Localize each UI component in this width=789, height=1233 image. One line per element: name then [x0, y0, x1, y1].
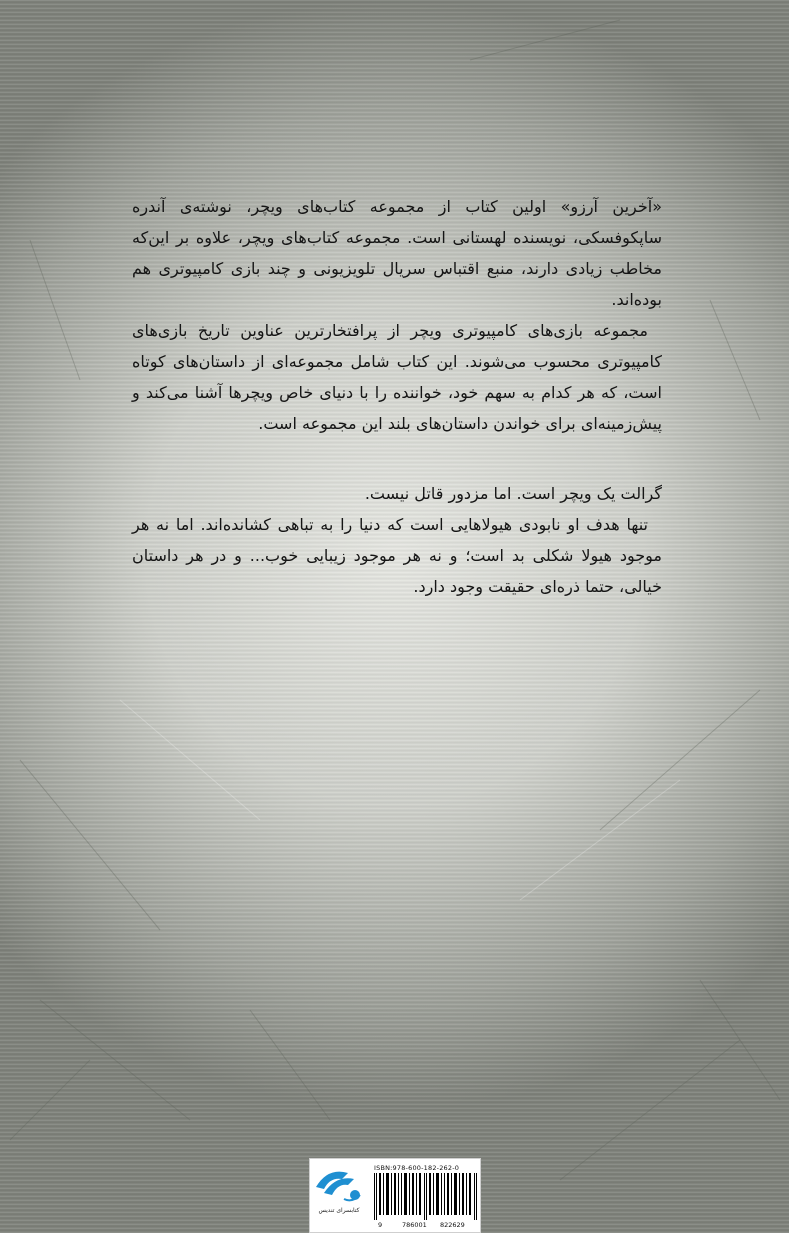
publisher-logo-icon — [314, 1165, 364, 1205]
blurb-paragraph-3: گرالت یک ویچر است. اما مزدور قاتل نیست. — [364, 484, 662, 503]
barcode-sticker — [309, 1158, 481, 1233]
barcode-number-left: 786001 — [402, 1221, 427, 1229]
blurb-section-about — [132, 191, 662, 439]
isbn-label: ISBN:978-600-182-262-0 — [374, 1164, 460, 1172]
publisher-name: کتابسرای تندیس — [318, 1207, 360, 1214]
blurb-paragraph-1: «آخرین آرزو» اولین کتاب از مجموعه کتاب‌های ویچر، نوشته‌ی آندره ساپکوفسکی، نویسنده لهستانی است. مجموعه کتاب‌های ویچر، علاوه بر این‌که مخاطب زیادی دارند، منبع اقتباس سریال تلویزیونی و چند بازی کامپیوتری هم بوده‌اند. — [132, 197, 662, 309]
barcode-number-right: 822629 — [440, 1221, 465, 1229]
blurb-paragraph-2: مجموعه بازی‌های کامپیوتری ویچر از پرافتخارترین عناوین تاریخ بازی‌های کامپیوتری محسوب می‌شوند. این کتاب شامل مجموعه‌ای از داستان‌های کوتاه است، که هر کدام به سهم خود، خواننده را با دنیای خاص ویچرها آشنا می‌کند و پیش‌زمینه‌ای برای خواندن داستان‌های بلند این مجموعه است. — [132, 321, 662, 433]
blurb-section-story — [132, 478, 662, 602]
blurb-paragraph-4: تنها هدف او نابودی هیولاهایی است که دنیا را به تباهی کشانده‌اند. اما نه هر موجود هیولا شکلی بد است؛ و نه هر موجود زیبایی خوب... و در هر داستان خیالی، حتما ذره‌ای حقیقت وجود دارد. — [132, 515, 662, 596]
barcode-icon — [374, 1173, 478, 1220]
barcode-prefix: 9 — [378, 1221, 383, 1229]
